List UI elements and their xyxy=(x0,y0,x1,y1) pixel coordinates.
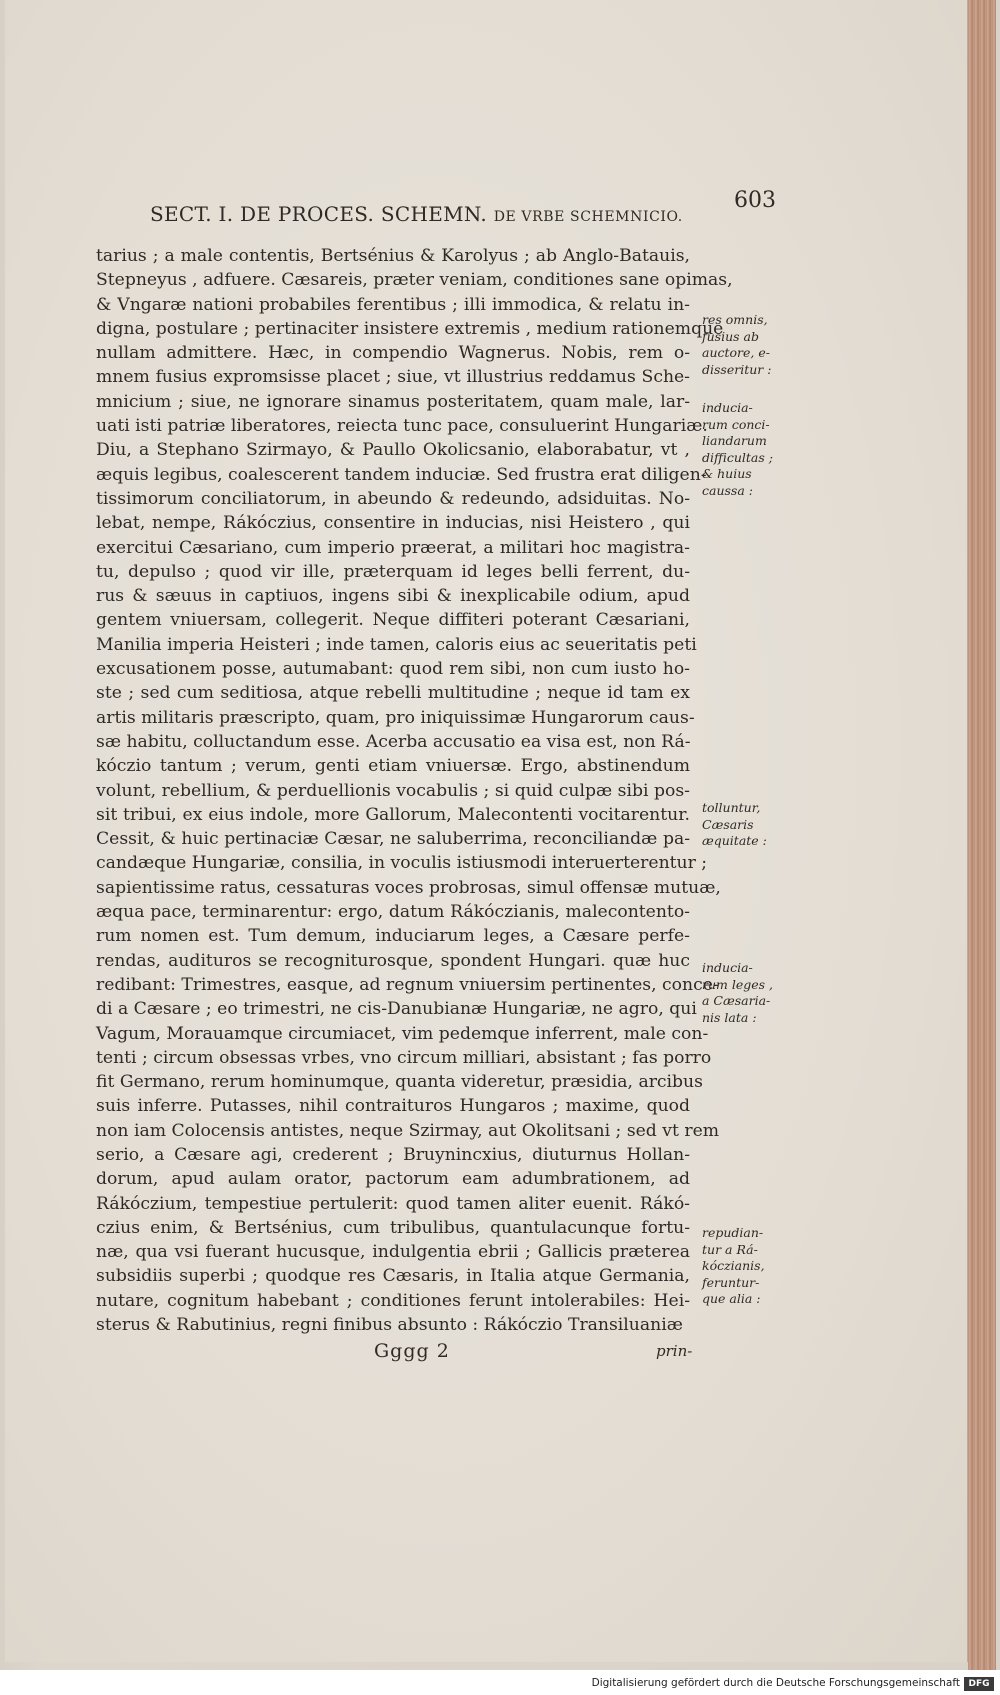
text-line: excusationem posse, autumabant: quod rem sibi, non cum iusto ho- xyxy=(96,659,690,680)
margin-note xyxy=(702,400,792,499)
footer-bar xyxy=(0,1675,1000,1695)
text-line: mnicium ; siue, ne ignorare sinamus posteritatem, quam male, lar- xyxy=(96,391,690,412)
text-line: sterus & Rabutinius, regni finibus absunto : Rákóczio Transiluaniæ xyxy=(96,1315,683,1336)
margin-note-line: æquitate : xyxy=(702,833,767,848)
text-line: nullam admittere. Hæc, in compendio Wagnerus. Nobis, rem o- xyxy=(96,343,690,364)
text-line: kóczio tantum ; verum, genti etiam vniuersæ. Ergo, abstinendum xyxy=(96,756,690,777)
text-line: næ, qua vsi fuerant hucusque, indulgentia ebrii ; Gallicis præterea xyxy=(96,1242,690,1263)
margin-note xyxy=(702,1225,792,1308)
text-line: tu, depulso ; quod vir ille, præterquam id leges belli ferrent, du- xyxy=(96,561,690,582)
text-line: dorum, apud aulam orator, pactorum eam adumbrationem, ad xyxy=(96,1169,690,1190)
text-line: serio, a Cæsare agi, crederent ; Bruynincxius, diuturnus Hollan- xyxy=(96,1144,690,1165)
margin-note-line: & huius xyxy=(702,466,752,481)
margin-note xyxy=(702,960,792,1026)
text-line: di a Cæsare ; eo trimestri, ne cis-Danubianæ Hungariæ, ne agro, qui xyxy=(96,999,697,1020)
text-line: sapientissime ratus, cessaturas voces probrosas, simul offensæ mutuæ, xyxy=(96,877,721,898)
margin-note-line: caussa : xyxy=(702,482,753,498)
text-line: Diu, a Stephano Szirmayo, & Paullo Okolicsanio, elaborabatur, vt , xyxy=(96,440,690,461)
text-line: rendas, audituros se recogniturosque, spondent Hungari. quæ huc xyxy=(96,950,690,971)
margin-note-line: repudian- xyxy=(702,1225,764,1240)
running-head-sub: DE VRBE SCHEMNICIO. xyxy=(493,209,683,225)
running-head xyxy=(150,202,690,226)
text-line: Stepneyus , adfuere. Cæsareis, præter veniam, conditiones sane opimas, xyxy=(96,270,733,291)
margin-note-line: kóczianis, xyxy=(702,1258,765,1273)
text-line: tenti ; circum obsessas vrbes, vno circum milliari, absistant ; fas porro xyxy=(96,1047,712,1068)
text-line: gentem vniuersam, collegerit. Neque diffiteri poterant Cæsariani, xyxy=(96,610,690,631)
signature-mark: Gggg 2 xyxy=(374,1340,450,1362)
text-line: rus & sæuus in captiuos, ingens sibi & inexplicabile odium, apud xyxy=(96,586,690,607)
dfg-logo: DFG xyxy=(964,1677,994,1691)
text-line: Rákóczium, tempestiue pertulerit: quod tamen aliter euenit. Rákó- xyxy=(96,1193,690,1214)
margin-note-line: inducia- xyxy=(702,960,753,975)
margin-note-line: tur a Rá- xyxy=(702,1241,758,1257)
text-line: æqua pace, terminarentur: ergo, datum Rákóczianis, malecontento- xyxy=(96,902,690,923)
margin-note-line: tolluntur, xyxy=(702,800,761,815)
text-line: candæque Hungariæ, consilia, in voculis istiusmodi interuerterentur ; xyxy=(96,853,708,874)
text-line: fit Germano, rerum hominumque, quanta videretur, præsidia, arcibus xyxy=(96,1072,703,1093)
catchword: prin- xyxy=(656,1342,693,1360)
text-line: tissimorum conciliatorum, in abeundo & redeundo, adsiduitas. No- xyxy=(96,488,690,509)
text-line: suis inferre. Putasses, nihil contraituros Hungaros ; maxime, quod xyxy=(96,1096,690,1117)
text-line: Cessit, & huic pertinaciæ Cæsar, ne saluberrima, reconciliandæ pa- xyxy=(96,829,690,850)
text-line: sæ habitu, colluctandum esse. Acerba accusatio ea visa est, non Rá- xyxy=(96,731,691,752)
text-line: rum nomen est. Tum demum, induciarum leges, a Cæsare perfe- xyxy=(96,926,690,947)
text-line: uati isti patriæ liberatores, reiecta tunc pace, consuluerint Hungariæ. xyxy=(96,416,708,437)
margin-note xyxy=(702,312,792,378)
running-head-main: SECT. I. DE PROCES. SCHEMN. xyxy=(150,202,488,226)
text-line: æquis legibus, coalescerent tandem induciæ. Sed frustra erat diligen- xyxy=(96,464,707,485)
text-line: ste ; sed cum seditiosa, atque rebelli multitudine ; neque id tam ex xyxy=(96,683,690,704)
margin-note-line: que alia : xyxy=(702,1291,761,1306)
text-line: volunt, rebellium, & perduellionis vocabulis ; si quid culpæ sibi pos- xyxy=(96,780,690,801)
text-line: artis militaris præscripto, quam, pro iniquissimæ Hungarorum caus- xyxy=(96,707,695,728)
margin-note-line: res omnis, xyxy=(702,312,768,327)
margin-note-line: inducia- xyxy=(702,400,753,415)
text-line: & Vngaræ nationi probabiles ferentibus ; illi immodica, & relatu in- xyxy=(96,294,690,315)
text-line: Vagum, Morauamque circumiacet, vim pedemque inferrent, male con- xyxy=(96,1023,709,1044)
text-line: lebat, nempe, Rákóczius, consentire in inducias, nisi Heistero , qui xyxy=(96,513,690,534)
text-line: nutare, cognitum habebant ; conditiones ferunt intolerabiles: Hei- xyxy=(96,1290,690,1311)
text-line: digna, postulare ; pertinaciter insistere extremis , medium rationemque xyxy=(96,318,724,339)
margin-note-line: nis lata : xyxy=(702,1009,757,1025)
margin-note-line: Cæsaris xyxy=(702,816,754,832)
margin-note-line: auctore, e- xyxy=(702,345,770,360)
page-number: 603 xyxy=(734,188,776,213)
margin-note xyxy=(702,800,792,850)
margin-note-line: feruntur- xyxy=(702,1274,760,1290)
margin-note-line: difficultas ; xyxy=(702,449,773,465)
margin-note-line: liandarum xyxy=(702,433,767,448)
text-line: redibant: Trimestres, easque, ad regnum vniuersim pertinentes, conce- xyxy=(96,974,719,995)
text-line: Manilia imperia Heisteri ; inde tamen, caloris eius ac seueritatis peti xyxy=(96,634,697,655)
margin-note-line: rum conci- xyxy=(702,416,770,432)
text-line: sit tribui, ex eius indole, more Gallorum, Malecontenti vocitarentur. xyxy=(96,804,690,825)
margin-note-line: rum leges , xyxy=(702,976,774,992)
text-line: mnem fusius expromsisse placet ; siue, vt illustrius reddamus Sche- xyxy=(96,367,690,388)
margin-note-line: a Cæsaria- xyxy=(702,993,771,1008)
text-line: czius enim, & Bertsénius, cum tribulibus, quantulacunque fortu- xyxy=(96,1217,690,1238)
margin-note-line: fusius ab xyxy=(702,328,759,344)
page-edge xyxy=(968,0,996,1670)
text-line: tarius ; a male contentis, Bertsénius & Karolyus ; ab Anglo-Batauis, xyxy=(96,246,690,266)
text-line: subsidiis superbi ; quodque res Cæsaris, in Italia atque Germania, xyxy=(96,1266,690,1287)
footer-credit: Digitalisierung gefördert durch die Deutsche Forschungsgemeinschaft xyxy=(591,1677,960,1689)
margin-note-line: disseritur : xyxy=(702,361,772,377)
text-line: exercitui Cæsariano, cum imperio præerat, a militari hoc magistra- xyxy=(96,537,690,558)
text-line: non iam Colocensis antistes, neque Szirmay, aut Okolitsani ; sed vt rem xyxy=(96,1120,720,1141)
